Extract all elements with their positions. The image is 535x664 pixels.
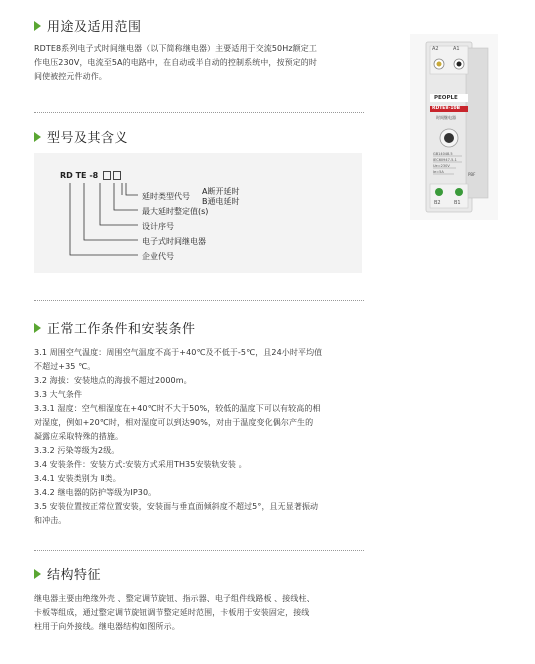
spec-lines (433, 151, 457, 175)
brand-logo-text: PEOPLE (434, 95, 458, 101)
usage-line: RDTE8系列电子式时间继电器（以下简称继电器）主要适用于交流50Hz额定工 (34, 44, 317, 53)
label-type-b: B通电延时 (202, 197, 240, 206)
structure-line: 卡板等组成，通过整定调节旋钮调节整定延时范围，卡板用于安装固定，接线 (34, 608, 310, 617)
spec-line: Ue=230V (433, 164, 450, 168)
structure-paragraph (34, 592, 315, 634)
label-company: 企业代号 (142, 252, 174, 261)
section-conditions-title-text: 正常工作条件和安装条件 (47, 322, 196, 337)
label-max-delay: 最大延时整定值(s) (142, 207, 209, 216)
conditions-line: 3.4 安装条件：安装方式:安装方式采用TH35安装轨安装 。 (34, 460, 247, 469)
conditions-paragraph (34, 346, 322, 528)
usage-line: 作电压230V，电流至5A的电路中，在自动或半自动的控制系统中，按预定的时 (34, 58, 318, 67)
conditions-line: 3.3 大气条件 (34, 390, 83, 399)
label-type-a: A断开延时 (202, 187, 240, 196)
structure-line: 继电器主要由绝缘外壳 、整定调节旋钮、指示器、电子组件线路板 、接线柱、 (34, 594, 315, 603)
section-model-title-text: 型号及其含义 (47, 131, 129, 146)
triangle-bullet-icon (34, 132, 41, 142)
structure-line: 柱用于向外接线。继电器结构如图所示。 (34, 622, 180, 631)
conditions-line: 和冲击。 (34, 516, 67, 525)
spec-line: IEC60947-5-1 (433, 158, 457, 162)
conditions-line: 3.4.2 继电器的防护等级为IP30。 (34, 488, 157, 497)
model-code-dash: -8 (89, 171, 99, 180)
terminal-label: A1 (453, 46, 460, 52)
usage-paragraph (34, 42, 317, 84)
divider (34, 300, 364, 301)
triangle-bullet-icon (34, 21, 41, 31)
section-model-title (34, 127, 128, 146)
conditions-line: 3.3.1 湿度：空气相湿度在+40℃时不大于50%，较低的温度下可以有较高的相 (34, 404, 321, 413)
divider (34, 550, 364, 551)
divider (34, 112, 364, 113)
conditions-line: 3.4.1 安装类别为 Ⅱ类。 (34, 474, 121, 483)
spec-line: GB14048.5 (433, 152, 453, 156)
conditions-line: 3.2 海拔：安装地点的海拔不超过2000m。 (34, 376, 192, 385)
section-usage-title-text: 用途及适用范围 (47, 20, 142, 35)
relay-illustration (410, 34, 498, 220)
conditions-line: 不超过+35 ℃。 (34, 362, 96, 371)
model-code-prefix: RD TE (60, 171, 87, 180)
terminal-label: A2 (432, 46, 439, 52)
terminal-label: B2 (434, 200, 441, 206)
terminal-label: B1 (454, 200, 461, 206)
conditions-line: 3.5 安装位置按正常位置安装，安装面与垂直面倾斜度不超过5°，且无显著振动 (34, 502, 319, 511)
conditions-line: 3.3.2 污染等级为2级。 (34, 446, 120, 455)
label-design-no: 设计序号 (142, 222, 174, 231)
conditions-line: 对湿度，例如+20℃时，相对湿度可以到达90%，对由于温度变化偶尔产生的 (34, 418, 314, 427)
section-structure-title (34, 564, 101, 583)
conditions-line: 3.1 周围空气温度：周围空气温度不高于+40℃及不低于-5℃，且24小时平均值 (34, 348, 323, 357)
section-conditions-title (34, 318, 196, 337)
label-delay-type: 延时类型代号 (142, 192, 190, 201)
label-relay: 电子式时间继电器 (142, 237, 206, 246)
usage-line: 间使被控元件动作。 (34, 72, 107, 81)
relay-product-image (410, 34, 498, 220)
section-structure-title-text: 结构特征 (47, 568, 102, 583)
footer-mark: PBF (468, 172, 476, 177)
conditions-line: 凝露应采取特殊的措施。 (34, 432, 124, 441)
triangle-bullet-icon (34, 323, 41, 333)
section-usage-title (34, 16, 142, 35)
triangle-bullet-icon (34, 569, 41, 579)
spec-line: Ie=5A (433, 170, 444, 174)
product-sub-label: 时间继电器 (436, 115, 456, 120)
model-plate-label: RDTE8-10B (432, 106, 461, 111)
model-diagram (34, 153, 362, 273)
